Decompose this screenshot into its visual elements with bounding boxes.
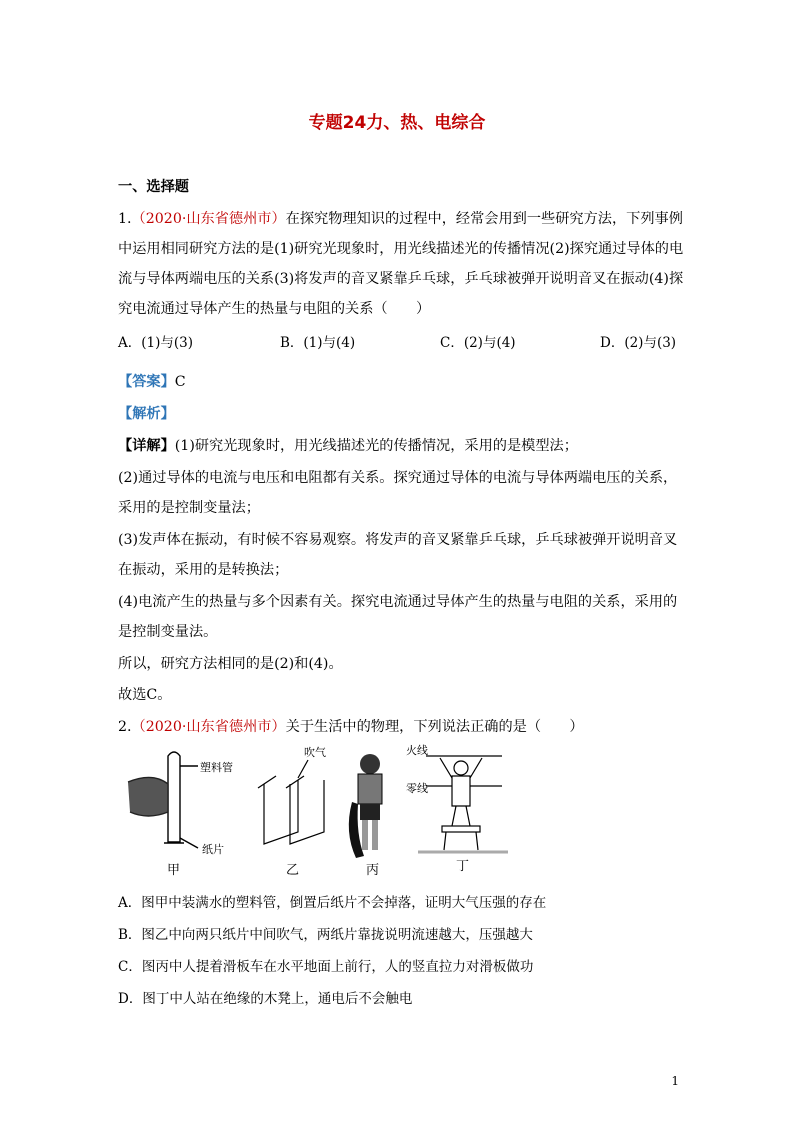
answer-value: C [174,374,186,390]
q1-line-1 [118,210,683,228]
figure-yi-papers [258,760,324,844]
q1-option-b: B．(1)与(4) [280,335,356,351]
q2-stem: 关于生活中的物理，下列说法正确的是（ ） [285,719,584,735]
q1-number: 1. [118,211,132,227]
q1-explanation-4: (3)发声体在振动，有时候不容易观察。将发声的音叉紧靠乒乓球，乒乓球被弹开说明音叉 [118,532,678,548]
q1-explanation-6: (4)电流产生的热量与多个因素有关。探究电流通过导体产生的热量与电阻的关系，采用的 [118,594,678,610]
q1-stem-3: 流与导体两端电压的关系(3)将发声的音叉紧靠乒乓球，乒乓球被弹开说明音叉在振动(4)探 [118,271,684,287]
answer-label: 【答案】 [118,374,175,390]
figure-label-ding: 丁 [456,859,470,874]
figure-label-bing: 丙 [366,863,380,878]
detail-label: 【详解】 [118,438,175,454]
q2-line-1 [118,718,584,736]
figure-label-tube: 塑料管 [200,761,233,774]
figure-label-blow: 吹气 [304,746,326,759]
section-heading: 一、选择题 [118,179,189,195]
q1-stem-4: 究电流通过导体产生的热量与电阻的关系（ ） [118,301,431,317]
figure-label-yi: 乙 [286,863,300,878]
figure-label-live: 火线 [406,744,428,757]
q2-option-b: B．图乙中向两只纸片中间吹气，两纸片靠拢说明流速越大，压强越大 [118,927,533,943]
q2-number: 2. [118,719,132,735]
q2-option-c: C．图丙中人提着滑板车在水平地面上前行，人的竖直拉力对滑板做功 [118,959,534,975]
q1-stem-2: 中运用相同研究方法的是(1)研究光现象时，用光线描述光的传播情况(2)探究通过导体的电 [118,241,684,257]
page-number: 1 [671,1074,679,1088]
figure-ding-person [440,758,482,850]
q2-figure [118,742,508,882]
q2-option-a: A．图甲中装满水的塑料管，倒置后纸片不会掉落，证明大气压强的存在 [118,895,547,911]
q2-source: （2020·山东省德州市） [131,719,286,735]
q2-option-d: D．图丁中人站在绝缘的木凳上，通电后不会触电 [118,991,413,1007]
figure-label-neutral: 零线 [406,782,428,795]
q1-option-c: C．(2)与(4) [440,335,516,351]
figure-label-jia: 甲 [167,863,181,878]
q1-source: （2020·山东省德州市） [131,211,286,227]
q1-stem-1: 在探究物理知识的过程中，经常会用到一些研究方法，下列事例 [285,211,683,227]
figure-jia-tube [128,752,198,848]
page-title: 专题24力、热、电综合 [308,113,486,133]
q1-explanation-3: 采用的是控制变量法； [118,500,260,516]
q1-explanation-2: (2)通过导体的电流与电压和电阻都有关系。探究通过导体的电流与导体两端电压的关系， [118,470,678,486]
figure-label-paper: 纸片 [202,843,224,856]
q1-option-d: D．(2)与(3) [600,335,677,351]
q1-option-a: A．(1)与(3) [118,335,193,351]
analysis-label: 【解析】 [118,406,175,422]
q1-explanation-5: 在振动，采用的是转换法； [118,562,289,578]
figure-bing-boy [349,754,382,858]
q1-explanation-7: 是控制变量法。 [118,624,218,640]
q1-explanation-1 [118,437,578,455]
explanation-text: (1)研究光现象时，用光线描述光的传播情况，采用的是模型法； [174,438,578,454]
q1-answer [118,373,186,391]
q1-explanation-8: 所以，研究方法相同的是(2)和(4)。 [118,656,343,672]
q1-explanation-9: 故选C。 [118,687,172,703]
